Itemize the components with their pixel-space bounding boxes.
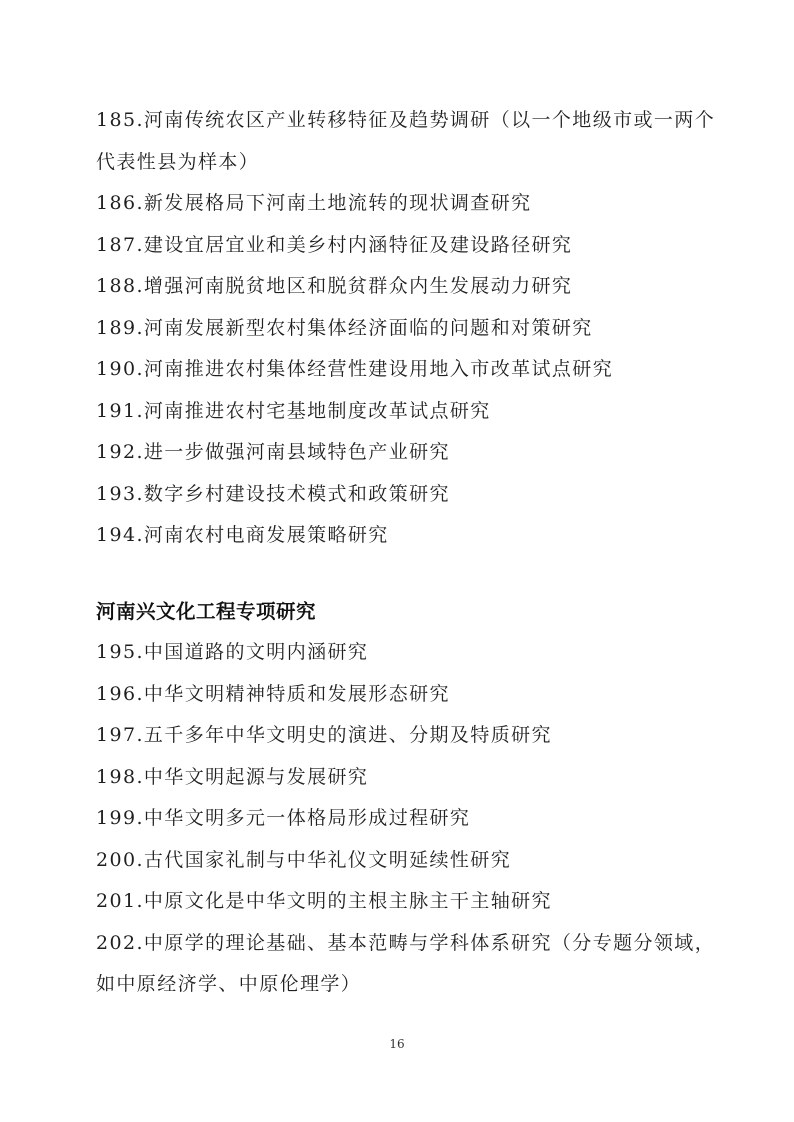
list-item: 185.河南传统农区产业转移特征及趋势调研（以一个地级市或一两个代表性县为样本） bbox=[96, 109, 716, 173]
list-item: 194.河南农村电商发展策略研究 bbox=[96, 524, 389, 546]
list-item: 202.中原学的理论基础、基本范畴与学科体系研究（分专题分领域，如中原经济学、中原伦理学） bbox=[96, 931, 716, 995]
list-item: 191.河南推进农村宅基地制度改革试点研究 bbox=[96, 399, 491, 422]
list-item: 188.增强河南脱贫地区和脱贫群众内生发展动力研究 bbox=[96, 275, 573, 297]
topic-list-culture bbox=[96, 632, 716, 1006]
list-item: 196.中华文明精神特质和发展形态研究 bbox=[96, 682, 450, 705]
page-content bbox=[96, 100, 716, 1006]
section-spacer bbox=[96, 557, 716, 591]
list-item: 200.古代国家礼制与中华礼仪文明延续性研究 bbox=[96, 848, 512, 871]
list-item: 189.河南发展新型农村集体经济面临的问题和对策研究 bbox=[96, 316, 593, 339]
list-item: 193.数字乡村建设技术模式和政策研究 bbox=[96, 482, 450, 505]
list-item: 187.建设宜居宜业和美乡村内涵特征及建设路径研究 bbox=[96, 233, 573, 256]
list-item: 198.中华文明起源与发展研究 bbox=[96, 765, 369, 788]
section-heading: 河南兴文化工程专项研究 bbox=[96, 599, 317, 623]
topic-list-rural bbox=[96, 100, 716, 557]
page-number: 16 bbox=[389, 1037, 405, 1051]
list-item: 195.中国道路的文明内涵研究 bbox=[96, 641, 369, 663]
list-item: 190.河南推进农村集体经营性建设用地入市改革试点研究 bbox=[96, 358, 614, 380]
list-item: 199.中华文明多元一体格局形成过程研究 bbox=[96, 807, 471, 829]
list-item: 201.中原文化是中华文明的主根主脉主干主轴研究 bbox=[96, 890, 552, 912]
list-item: 192.进一步做强河南县域特色产业研究 bbox=[96, 441, 450, 463]
list-item: 186.新发展格局下河南土地流转的现状调查研究 bbox=[96, 192, 532, 214]
list-item: 197.五千多年中华文明史的演进、分期及特质研究 bbox=[96, 724, 552, 746]
